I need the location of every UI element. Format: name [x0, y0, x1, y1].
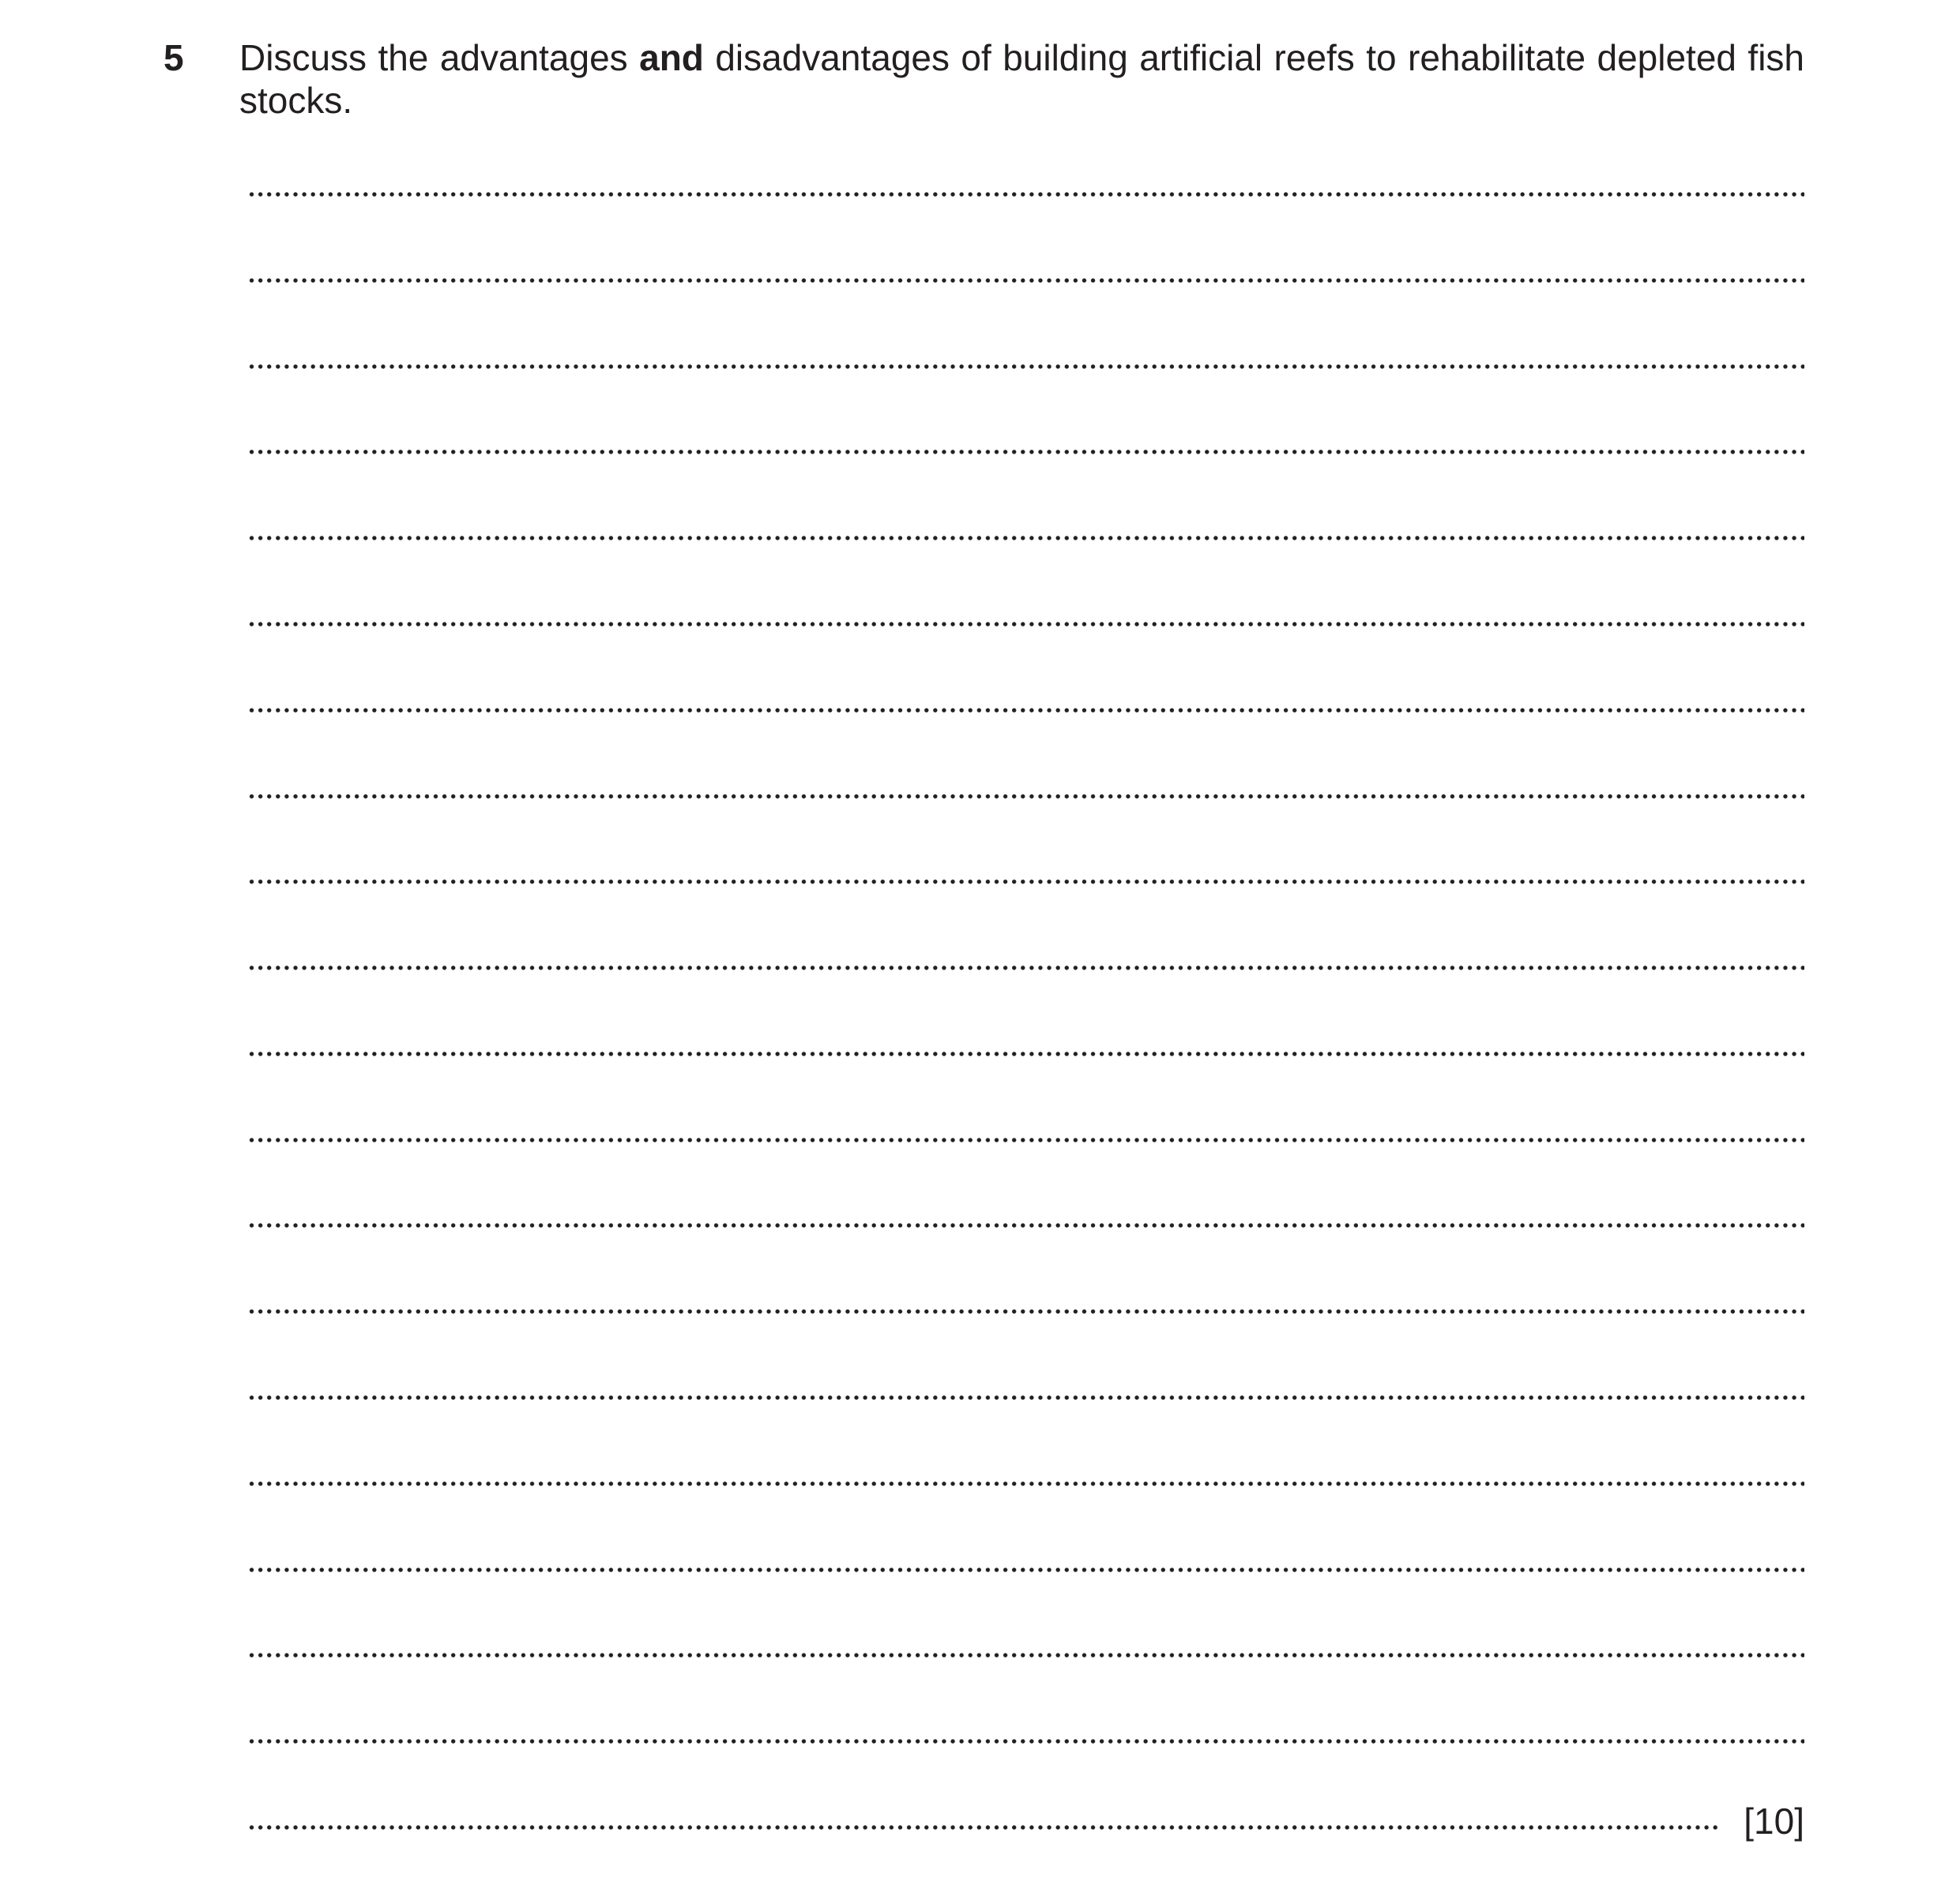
answer-line[interactable] [247, 1568, 1804, 1572]
answer-line[interactable] [247, 708, 1804, 713]
answer-line[interactable] [247, 364, 1804, 369]
answer-line[interactable] [247, 965, 1804, 970]
answer-line[interactable] [247, 1481, 1804, 1486]
answer-line[interactable] [247, 536, 1804, 540]
answer-line[interactable] [247, 1223, 1804, 1228]
question-text-part: Discuss the advantages [239, 37, 640, 78]
answer-line[interactable] [247, 879, 1804, 884]
answer-line[interactable] [247, 192, 1804, 197]
answer-area[interactable] [247, 0, 1804, 1878]
question-text-emphasis: and [639, 37, 704, 78]
answer-line[interactable] [247, 1052, 1804, 1056]
answer-line[interactable] [247, 278, 1804, 283]
answer-line[interactable] [247, 450, 1804, 454]
answer-line[interactable] [247, 1138, 1804, 1142]
question-text-part: disadvantages of building artificial reefs to rehabilitate depleted fish stocks. [239, 37, 1804, 121]
answer-line[interactable] [247, 1395, 1804, 1400]
marks-allocation: [10] [1744, 1801, 1804, 1842]
answer-line[interactable] [247, 1739, 1804, 1744]
question-number: 5 [164, 37, 184, 78]
answer-line[interactable] [247, 1653, 1804, 1658]
answer-line[interactable] [247, 622, 1804, 627]
answer-line[interactable] [247, 1309, 1804, 1314]
answer-line[interactable] [247, 1825, 1718, 1830]
answer-line[interactable] [247, 794, 1804, 799]
